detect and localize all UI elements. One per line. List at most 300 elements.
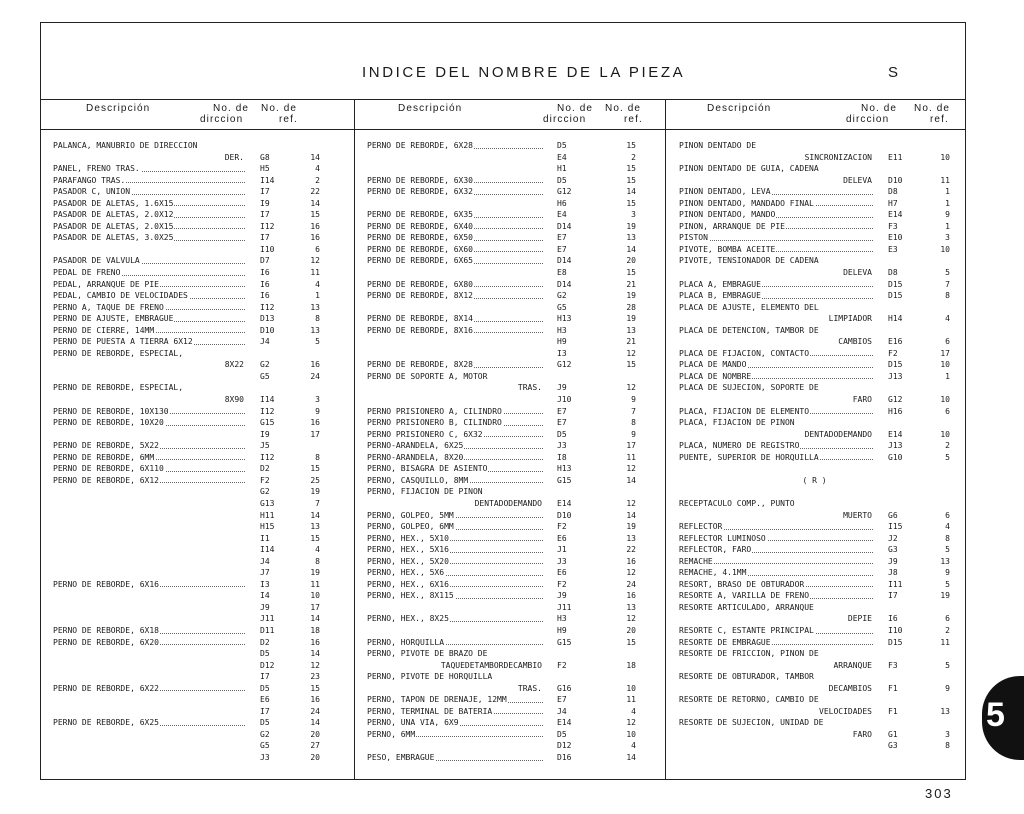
item-description [367,325,543,337]
item-description-text [53,522,54,531]
item-description [367,382,543,394]
table-row [53,613,323,625]
item-reference: 16 [310,221,320,231]
item-description [679,567,873,579]
table-row [53,706,323,718]
item-reference: 10 [940,360,950,370]
table-row [53,533,323,545]
item-direction: F2 [557,522,567,532]
table-row [367,406,638,418]
item-description [679,463,873,475]
item-description-text: PERNO DE REBORDE, 6X35 [367,210,473,220]
item-description [367,186,543,198]
item-description-text [53,741,54,750]
item-reference: 12 [626,718,636,728]
item-description [53,313,245,325]
item-reference: 14 [626,475,636,485]
item-reference: 10 [940,244,950,254]
table-row [367,221,638,233]
index-column [367,99,643,762]
item-description [53,567,245,579]
item-reference: 16 [626,591,636,601]
item-reference: 27 [310,741,320,751]
item-reference: 12 [626,348,636,358]
item-description [53,175,245,187]
item-description [53,544,245,556]
item-description-text: PASADOR DE ALETAS, 2.0X15 [53,221,174,231]
item-direction: I12 [260,302,275,312]
item-description-text: PERNO, PIVOTE DE BRAZO DE [367,649,488,659]
item-reference: 4 [631,741,636,751]
item-reference: 13 [626,233,636,243]
item-direction: D15 [888,360,903,370]
table-row [367,267,638,279]
section-letter: ( R ) [802,475,827,485]
item-reference: 15 [626,141,636,150]
item-reference: 14 [310,510,320,520]
item-description-text: PUENTE, SUPERIOR DE HORQUILLA [679,452,819,462]
item-description-text: PERNO, HEX., 5X6 [367,568,445,578]
item-description [53,267,245,279]
table-row [679,579,951,591]
item-description-text: PERNO, UNA VIA, 6X9 [367,718,459,728]
table-row [53,313,323,325]
item-direction: D14 [557,221,572,231]
item-description-text: PESO, EMBRAGUE [367,752,435,762]
item-reference: 8 [945,741,950,751]
table-row [367,429,638,441]
item-reference: 24 [310,706,320,716]
item-description-text: PINON DENTADO DE [679,141,757,150]
table-row [53,729,323,741]
table-row [53,406,323,418]
table-row [53,579,323,591]
item-description-text [679,741,680,750]
item-description [679,637,873,649]
item-description-text: PERNO, TAPON DE DRENAJE, 12MM [367,695,507,705]
item-description-text [53,672,54,681]
table-row [53,198,323,210]
item-description [53,417,245,429]
table-row [679,521,951,533]
item-description [679,429,873,441]
item-reference: 19 [626,291,636,301]
item-direction: F2 [557,660,567,670]
item-description-text [53,372,54,381]
item-description [367,486,543,498]
item-description-text: PERNO, HEX., 5X16 [367,545,449,555]
item-description [53,637,245,649]
item-description [679,175,873,187]
item-reference: 11 [310,579,320,589]
item-description-text: PINON, ARRANQUE DE PIE [679,221,785,231]
item-description [367,290,543,302]
item-direction: J13 [888,371,903,381]
table-row [367,729,638,741]
item-direction: G6 [888,510,898,520]
item-description-text: PERNO, GOLPEO, 5MM [367,510,454,520]
item-description [53,359,245,371]
item-reference: 24 [310,371,320,381]
item-description [679,706,873,718]
item-direction: E3 [888,244,898,254]
item-description [679,590,873,602]
item-description-text [53,695,54,704]
table-row [679,348,951,360]
table-row [679,510,951,522]
item-description [53,440,245,452]
item-description [679,694,873,706]
item-description [679,244,873,256]
item-description [367,694,543,706]
item-description-text: ARRANQUE [833,660,872,670]
table-row [367,348,638,360]
item-description [53,302,245,314]
table-row [53,186,323,198]
table-row [53,740,323,752]
table-row [367,198,638,210]
item-direction: E14 [888,429,903,439]
item-description [367,302,543,314]
item-reference: 20 [310,752,320,762]
item-direction: I10 [260,244,275,254]
item-description-text: DEPIE [847,614,872,624]
item-description [367,533,543,545]
item-description-text: VELOCIDADES [819,706,872,716]
item-description [679,198,873,210]
table-row [679,683,951,695]
item-description-text: PISTON [679,233,708,243]
item-description [367,660,543,672]
item-description [679,406,873,418]
item-description [53,486,245,498]
item-description-text: PERNO, GOLPEO, 6MM [367,522,454,532]
table-row [679,440,951,452]
item-reference: 6 [315,244,320,254]
item-direction: I7 [260,233,270,243]
item-description [367,683,543,695]
item-description [53,429,245,441]
item-description-text: PERNO DE REBORDE, 6MM [53,452,155,462]
table-row [367,313,638,325]
item-description [367,348,543,360]
item-reference: 28 [626,302,636,312]
table-row [679,267,951,279]
table-row [367,556,638,568]
table-row [53,671,323,683]
table-row [679,648,951,660]
table-row [367,637,638,649]
item-description [367,544,543,556]
item-reference: 16 [310,695,320,705]
header-ref-line2: ref. [279,114,298,125]
item-description [367,371,543,383]
item-description-text: RECEPTACULO COMP., PUNTO [679,498,795,508]
item-reference: 17 [626,441,636,451]
item-description-text: REFLECTOR, FARO [679,545,752,555]
item-direction: I1 [260,533,270,543]
column-divider [354,99,355,780]
row-list [367,140,638,764]
table-row [679,198,951,210]
table-row [679,740,951,752]
item-reference: 13 [940,706,950,716]
item-description [679,382,873,394]
table-row [679,590,951,602]
item-description [367,452,543,464]
item-reference: 2 [945,625,950,635]
item-reference: 13 [310,325,320,335]
item-description [679,163,873,175]
item-direction: G8 [260,152,270,162]
item-reference: 4 [945,314,950,324]
item-reference: 12 [626,464,636,474]
item-reference: 8 [315,314,320,324]
table-row [679,406,951,418]
item-description-text: PEDAL, CAMBIO DE VELOCIDADES [53,291,188,301]
item-reference: 11 [310,268,320,278]
item-description-text: PLACA DE SUJECION, SOPORTE DE [679,383,819,393]
item-description-text: PALANCA, MANUBRIO DE DIRECCION [53,141,198,150]
item-description-text [53,568,54,577]
item-reference: 2 [631,152,636,162]
item-description-text: FARO [852,395,872,405]
item-direction: H6 [557,198,567,208]
table-row [367,613,638,625]
table-row [367,567,638,579]
item-direction: E6 [557,568,567,578]
item-reference: 13 [940,556,950,566]
table-row [367,152,638,164]
item-description [367,244,543,256]
item-description-text: LIMPIADOR [828,314,872,324]
item-description-text: PERNO DE REBORDE, 6X20 [53,637,159,647]
item-reference: 15 [626,360,636,370]
item-description-text [53,707,54,716]
item-direction: G13 [260,498,275,508]
item-description [53,579,245,591]
item-description-text: PERNO, PIVOTE DE HORQUILLA [367,672,493,682]
item-direction: G2 [557,291,567,301]
item-description-text: PERNO, CASQUILLO, 8MM [367,475,469,485]
item-description [679,348,873,360]
table-row [679,313,951,325]
item-reference: 20 [626,625,636,635]
item-direction: F2 [260,475,270,485]
item-direction: E7 [557,406,567,416]
table-row [367,186,638,198]
item-description-text: PERNO, FIJACION DE PINON [367,487,483,497]
item-reference: 15 [626,637,636,647]
item-direction: H1 [557,164,567,174]
item-reference: 10 [940,152,950,162]
table-row [53,394,323,406]
item-reference: 21 [626,337,636,347]
header-dir-line1: No. de [861,103,898,114]
table-row [53,486,323,498]
table-row [367,175,638,187]
item-reference: 25 [310,475,320,485]
item-description [53,475,245,487]
table-row [53,140,323,152]
item-description-text: PERNO DE REBORDE, 5X22 [53,441,159,451]
item-direction: J3 [557,441,567,451]
item-direction: D2 [260,464,270,474]
item-description [679,660,873,672]
table-row [679,660,951,672]
item-reference: 19 [310,487,320,497]
table-row [679,359,951,371]
item-description-text: PASADOR DE ALETAS, 1.6X15 [53,198,174,208]
table-row [367,694,638,706]
item-description-text: PERNO, HEX., 6X16 [367,579,449,589]
item-description [679,648,873,660]
table-row [679,371,951,383]
item-reference: 6 [945,510,950,520]
item-reference: 13 [626,325,636,335]
item-description-text: PERNO DE PUESTA A TIERRA 6X12 [53,337,193,347]
item-description-text: TRAS. [517,383,542,393]
item-description [53,729,245,741]
item-direction: E14 [888,210,903,220]
item-direction: H14 [888,314,903,324]
item-description-text: PERNO, HORQUILLA [367,637,445,647]
item-direction: G5 [260,371,270,381]
item-direction: G3 [888,545,898,555]
item-description-text: PLACA DE DETENCION, TAMBOR DE [679,325,819,335]
item-description-text: PLACA DE AJUSTE, ELEMENTO DEL [679,302,819,312]
item-description [679,152,873,164]
header-ref-line2: ref. [624,114,643,125]
item-reference: 9 [631,429,636,439]
table-row [679,279,951,291]
item-description [679,209,873,221]
table-row [53,602,323,614]
item-description [367,729,543,741]
item-reference: 12 [626,383,636,393]
item-reference: 8 [631,418,636,428]
item-reference: 6 [945,614,950,624]
item-description [367,567,543,579]
item-direction: H3 [557,614,567,624]
item-description [53,648,245,660]
item-reference: 14 [310,649,320,659]
item-direction: G12 [888,395,903,405]
item-description-text: PERNO DE REBORDE, 6X30 [367,175,473,185]
table-row [679,671,951,683]
item-direction: J9 [557,383,567,393]
table-row [53,556,323,568]
item-description-text: PERNO DE REBORDE, ESPECIAL, [53,383,184,393]
item-description-text [367,153,368,162]
item-reference: 11 [940,175,950,185]
item-direction: D5 [260,683,270,693]
item-description [367,579,543,591]
item-direction: G15 [260,418,275,428]
item-direction: J4 [260,337,270,347]
item-direction: I7 [260,187,270,197]
table-row [367,394,638,406]
item-reference: 12 [310,256,320,266]
item-direction: E7 [557,244,567,254]
item-reference: 11 [626,695,636,705]
item-description [679,556,873,568]
item-reference: 10 [310,591,320,601]
item-description-text [367,164,368,173]
item-reference: 15 [310,533,320,543]
item-description-text: PERNO DE REBORDE, 6X18 [53,625,159,635]
table-row [679,417,951,429]
table-row [53,255,323,267]
item-description [53,498,245,510]
item-reference: 6 [945,337,950,347]
item-direction: J9 [260,602,270,612]
item-direction: I7 [260,210,270,220]
table-row [53,648,323,660]
item-description-text: PERNO DE REBORDE, 6X32 [367,187,473,197]
item-description-text: PERNO DE REBORDE, 6X80 [367,279,473,289]
table-row [53,348,323,360]
table-row [53,590,323,602]
item-description [53,279,245,291]
item-direction: I15 [888,522,903,532]
table-row [367,382,638,394]
table-row [53,463,323,475]
table-row [367,140,638,152]
item-description [367,740,543,752]
column-divider [665,99,666,780]
table-row [679,152,951,164]
item-description [367,625,543,637]
table-row [679,498,951,510]
table-row [53,417,323,429]
column-header [367,99,643,129]
item-description [679,625,873,637]
item-description-text [367,337,368,346]
item-direction: D15 [888,279,903,289]
item-description-text: PERNO PRISIONERO B, CILINDRO [367,418,502,428]
item-reference: 17 [940,348,950,358]
item-direction: I6 [260,268,270,278]
item-direction: I12 [260,452,275,462]
item-reference: 12 [626,614,636,624]
item-description [53,463,245,475]
table-row [53,152,323,164]
item-direction: D12 [260,660,275,670]
table-row [679,475,951,487]
table-row [367,533,638,545]
table-row [53,429,323,441]
item-description-text: DECAMBIOS [828,683,872,693]
header-ref-line1: No. de [261,103,298,114]
item-reference: 16 [626,556,636,566]
item-reference: 5 [945,660,950,670]
item-description-text [53,534,54,543]
item-description-text: PERNO-ARANDELA, 8X20 [367,452,464,462]
item-description [679,359,873,371]
item-description [53,371,245,383]
item-direction: H3 [557,325,567,335]
table-row [679,394,951,406]
item-description-text: RESORTE DE RETORNO, CAMBIO DE [679,695,819,705]
table-row [679,717,951,729]
item-direction: D5 [260,718,270,728]
item-description-text: DENTADODEMANDO [474,498,542,508]
item-reference: 4 [945,522,950,532]
item-direction: F2 [888,348,898,358]
item-direction: E7 [557,695,567,705]
table-row [679,290,951,302]
